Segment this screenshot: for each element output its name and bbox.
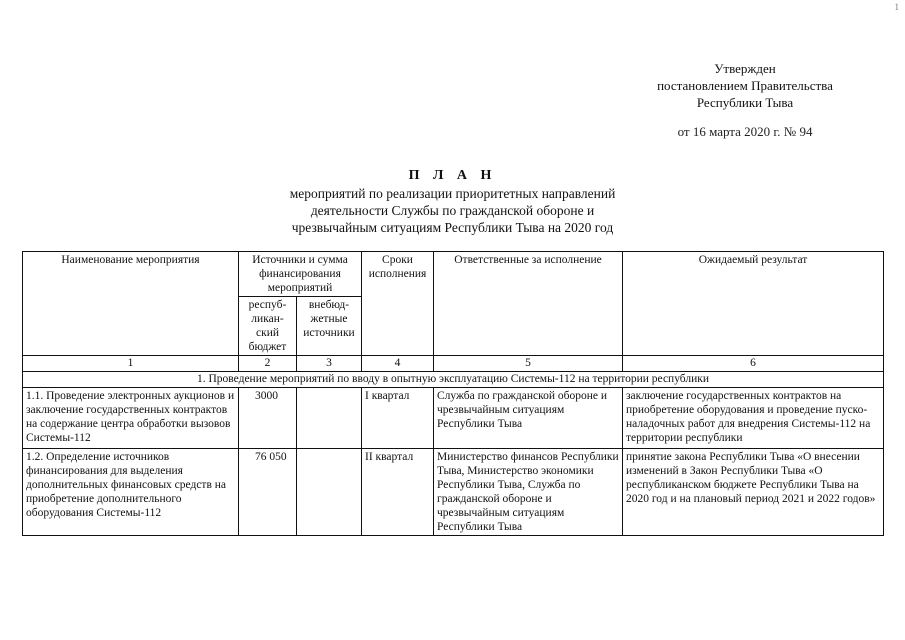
column-numbers-row bbox=[23, 356, 884, 372]
approval-line-2: постановлением Правительства bbox=[657, 78, 833, 93]
column-number: 3 bbox=[297, 356, 362, 372]
subtitle-line-3: чрезвычайным ситуациям Республики Тыва на 2020 год bbox=[291, 220, 614, 235]
header-name: Наименование мероприятия bbox=[23, 252, 239, 356]
header-funding-extra: внебюд-жетные источники bbox=[297, 297, 362, 356]
cell-term: II квартал bbox=[362, 449, 434, 536]
column-number: 4 bbox=[362, 356, 434, 372]
subtitle-line-1: мероприятий по реализации приоритетных направлений bbox=[289, 186, 616, 201]
section-row bbox=[23, 372, 884, 388]
table-row bbox=[23, 449, 884, 536]
subtitle-line-2: деятельности Службы по гражданской обороне и bbox=[310, 203, 595, 218]
cell-extra-budget bbox=[297, 449, 362, 536]
header-funding-republic: респуб-ликан-ский бюджет bbox=[239, 297, 297, 356]
header-funding: Источники и сумма финансирования мероприятий bbox=[239, 252, 362, 297]
plan-title: П Л А Н bbox=[408, 168, 497, 183]
approval-block bbox=[620, 60, 870, 140]
header-responsible: Ответственные за исполнение bbox=[434, 252, 623, 356]
cell-republic-budget: 76 050 bbox=[239, 449, 297, 536]
header-terms: Сроки исполнения bbox=[362, 252, 434, 356]
page-mark: 1 bbox=[894, 2, 899, 12]
approval-line-1: Утвержден bbox=[714, 61, 776, 76]
cell-term: I квартал bbox=[362, 388, 434, 449]
table-row bbox=[23, 388, 884, 449]
plan-subtitle bbox=[0, 185, 905, 236]
cell-result: заключение государственных контрактов на приобретение оборудования и проведение пуско-наладочных работ для внедрения Системы-112 на территории республики bbox=[623, 388, 884, 449]
header-result: Ожидаемый результат bbox=[623, 252, 884, 356]
cell-name: 1.2. Определение источников финансирования для выделения дополнительных финансовых средств на приобретение дополнительного оборудования Системы-112 bbox=[23, 449, 239, 536]
cell-name: 1.1. Проведение электронных аукционов и заключение государственных контрактов на содержание центра обработки вызовов Системы-112 bbox=[23, 388, 239, 449]
cell-result: принятие закона Республики Тыва «О внесении изменений в Закон Республики Тыва «О республиканском бюджете Республики Тыва на 2020 год и на плановый период 2021 и 2022 годов» bbox=[623, 449, 884, 536]
cell-responsible: Служба по гражданской обороне и чрезвычайным ситуациям Республики Тыва bbox=[434, 388, 623, 449]
column-number: 2 bbox=[239, 356, 297, 372]
section-title: 1. Проведение мероприятий по вводу в опытную эксплуатацию Системы-112 на территории республики bbox=[23, 372, 884, 388]
column-number: 1 bbox=[23, 356, 239, 372]
table-header-row bbox=[23, 252, 884, 297]
cell-extra-budget bbox=[297, 388, 362, 449]
column-number: 5 bbox=[434, 356, 623, 372]
plan-table bbox=[22, 251, 884, 536]
cell-republic-budget: 3000 bbox=[239, 388, 297, 449]
approval-line-3: Республики Тыва bbox=[696, 95, 794, 110]
approval-date: от 16 марта 2020 г. № 94 bbox=[677, 124, 813, 139]
cell-responsible: Министерство финансов Республики Тыва, Министерство экономики Республики Тыва, Служба по гражданской обороне и чрезвычайным ситуациям Республики Тыва bbox=[434, 449, 623, 536]
column-number: 6 bbox=[623, 356, 884, 372]
